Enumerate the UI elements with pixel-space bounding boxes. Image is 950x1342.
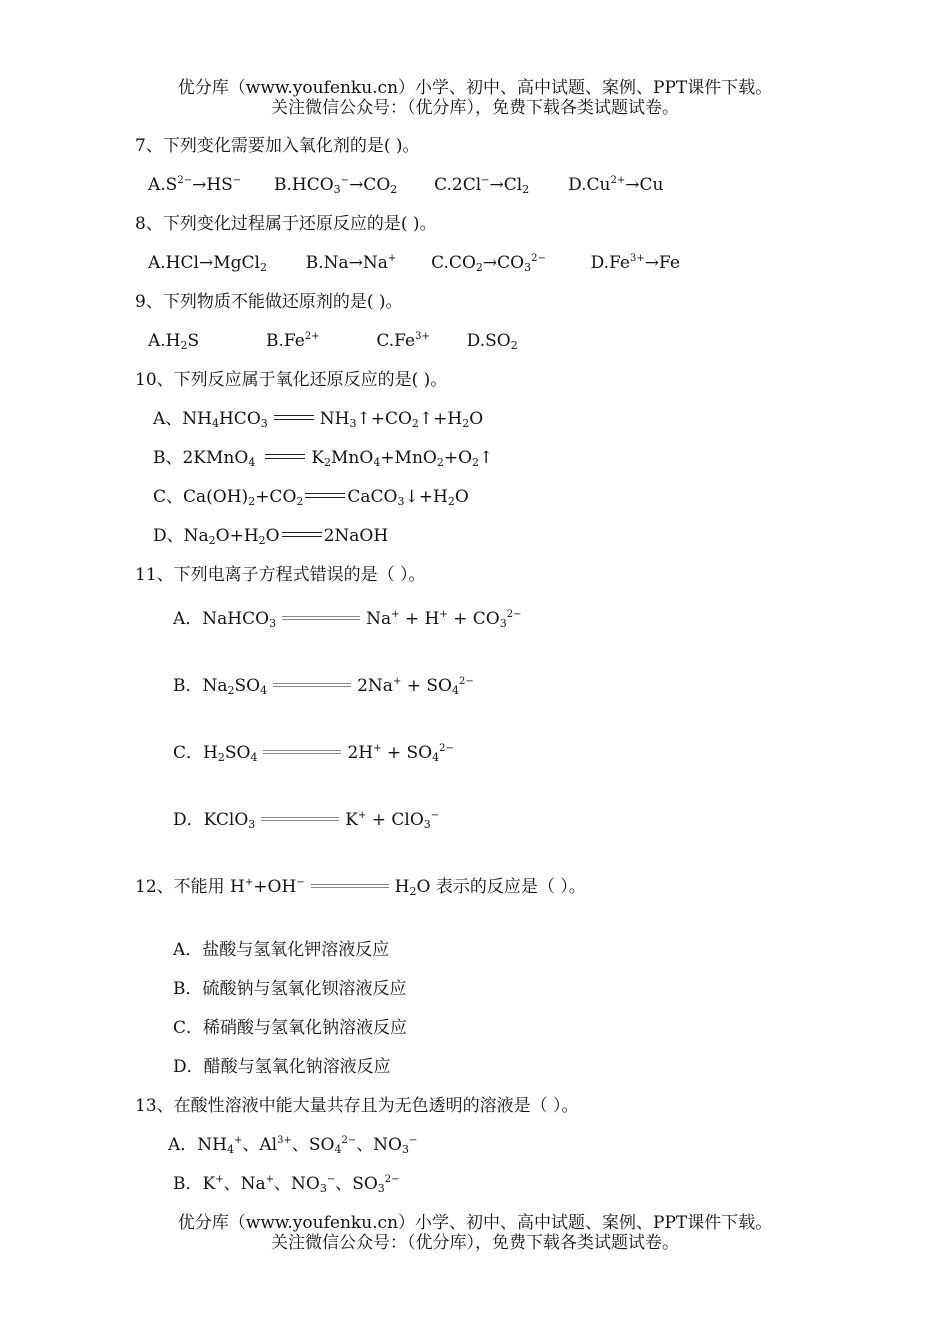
q11-option-b: B．$Na_2SO_4$ $2Na^+ + SO_4^{2-}$ <box>173 676 474 697</box>
q9-option-d: $D.SO_2$ <box>466 331 518 352</box>
header-line-2: 关注微信公众号：（优分库），免费下载各类试题试卷。 <box>271 98 679 118</box>
header-line-1: 优分库（www.youfenku.cn）小学、初中、高中试题、案例、PPT课件下载。 <box>177 78 773 98</box>
q12-option-b: B．硫酸钠与氢氧化钡溶液反应 <box>173 979 407 999</box>
q11-option-c: C．$H_2SO_4$ $2H^+ + SO_4^{2-}$ <box>173 743 454 764</box>
equals-sign <box>282 616 360 620</box>
equals-sign <box>261 817 339 821</box>
q9-options <box>148 330 518 352</box>
q10-stem: 10、下列反应属于氧化还原反应的是( )。 <box>135 370 448 390</box>
q7-option-d: $D.Cu^{2+}\to Cu$ <box>568 175 664 195</box>
q13-option-a: A．$NH_4^+$、$Al^{3+}$、$SO_4^{2-}$、$NO_3^-$ <box>168 1135 418 1156</box>
q11-option-a: A．NaHCO$_3$ $Na^+ + H^+ + CO_3^{2-}$ <box>173 609 522 630</box>
q12-option-a: A．盐酸与氢氧化钾溶液反应 <box>173 940 390 960</box>
q10-option-d: D、$Na_2O+H_2O$ 2NaOH <box>153 526 389 547</box>
q9-stem: 9、下列物质不能做还原剂的是( )。 <box>135 292 403 312</box>
q10-option-a: A、$NH_4HCO_3$ $NH_3↑+CO_2↑+H_2O$ <box>153 409 484 430</box>
equals-sign <box>305 493 345 498</box>
q11-option-d: D．KClO$_3$ K+ + ClO$_3$− <box>173 810 440 831</box>
q8-option-d: $D.Fe^{3+}\to Fe$ <box>590 253 680 273</box>
q7-stem: 7、下列变化需要加入氧化剂的是( )。 <box>135 136 420 156</box>
q8-option-c: $C.CO_2\to CO_3^{2-}$ <box>431 253 546 274</box>
q13-option-b: B．K+、Na+、$NO_3^-$、$SO_3^{2-}$ <box>173 1174 400 1195</box>
q8-option-a: A.HCl→MgCl$_2$ <box>148 253 267 274</box>
footer-line-2: 关注微信公众号：（优分库），免费下载各类试题试卷。 <box>271 1233 679 1253</box>
q10-option-c: C、$Ca(OH)_2+CO_2$ $CaCO_3↓+H_2O$ <box>153 487 469 508</box>
q13-stem: 13、在酸性溶液中能大量共存且为无色透明的溶液是（ ）。 <box>135 1096 579 1116</box>
q7-option-b: $B.HCO_3^-\to CO_2$ <box>274 175 398 196</box>
footer-line-1: 优分库（www.youfenku.cn）小学、初中、高中试题、案例、PPT课件下载。 <box>177 1213 773 1233</box>
q11-stem: 11、下列电离子方程式错误的是（ ）。 <box>135 565 426 585</box>
q7-option-a: $A.S^{2-}\to HS^-$ <box>148 175 242 195</box>
equals-sign <box>263 750 341 754</box>
q8-options <box>148 252 680 274</box>
q9-option-b: $B.Fe^{2+}$ <box>265 331 320 351</box>
equals-sign <box>273 683 351 687</box>
q9-option-c: $C.Fe^{3+}$ <box>376 331 430 351</box>
q7-option-c: $C.2Cl^-\to Cl_2$ <box>434 175 530 196</box>
q9-option-a: $A.H_2S$ <box>148 331 200 352</box>
q12-option-c: C．稀硝酸与氢氧化钠溶液反应 <box>173 1018 408 1038</box>
equals-sign <box>274 415 314 420</box>
q7-options <box>148 174 663 196</box>
equals-sign <box>311 884 389 888</box>
equals-sign <box>265 454 305 459</box>
q12-stem: 12、不能用 H++OH− $H_2O$ 表示的反应是（ ）。 <box>135 877 586 898</box>
q8-option-b: B.Na→Na+ <box>305 253 397 273</box>
equals-sign <box>282 532 322 537</box>
q12-option-d: D．醋酸与氢氧化钠溶液反应 <box>173 1057 391 1077</box>
q8-stem: 8、下列变化过程属于还原反应的是( )。 <box>135 214 437 234</box>
q10-option-b: B、2KMnO$_4$ $K_2MnO_4+MnO_2+O_2↑$ <box>153 448 494 469</box>
